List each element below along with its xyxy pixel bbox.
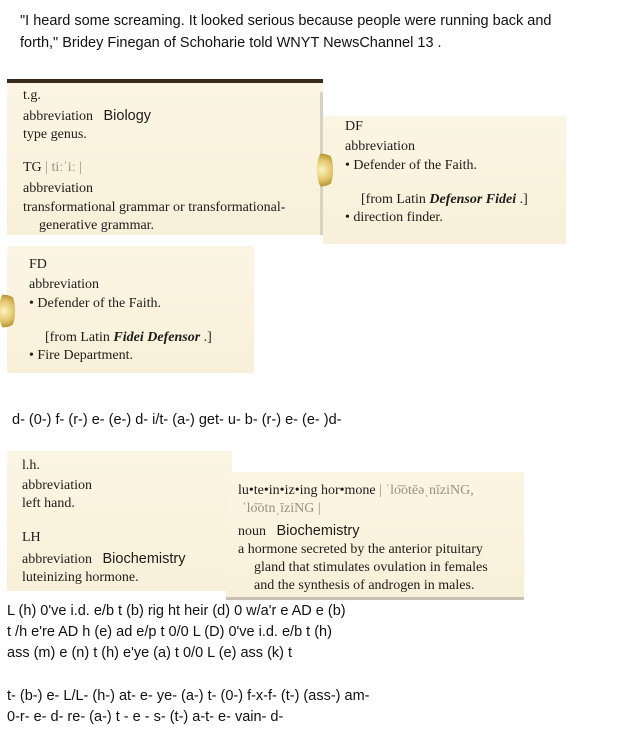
code-line-1: d- (0-) f- (r-) e- (e-) d- i/t- (a-) get- u- b- (r-) e- (e- )d- <box>12 412 342 428</box>
pronunciation-line-2: ˈlo͞otnˌīziNG | <box>242 501 321 516</box>
part-of-speech: abbreviation <box>345 139 415 154</box>
etymology <box>361 192 528 208</box>
sense-2: • direction finder. <box>345 210 443 225</box>
sense-2: • Fire Department. <box>29 348 134 363</box>
etymology <box>45 330 212 346</box>
definition-line-2: gland that stimulates ovulation in females <box>254 560 488 575</box>
pronunciation: | tiːˈiː | <box>45 160 82 175</box>
definition-line-1: a hormone secreted by the anterior pituitary <box>238 542 483 557</box>
card-bottom-border <box>226 597 524 600</box>
headword: l.h. <box>22 458 40 473</box>
pos-line <box>238 523 360 540</box>
definition-2-line-2: generative grammar. <box>39 218 155 233</box>
part-of-speech-2: abbreviation <box>22 552 92 567</box>
etymology-term: Defensor Fidei <box>429 192 517 207</box>
sense-1: • Defender of the Faith. <box>29 296 162 311</box>
part-of-speech: abbreviation <box>22 478 92 493</box>
pos-line <box>23 108 151 125</box>
code-block-2-line-3: ass (m) e (n) t (h) e'ye (a) t 0/0 L (e) ass (k) t <box>7 645 293 661</box>
definition-2: luteinizing hormone. <box>22 570 139 585</box>
headword-2: LH <box>22 530 41 545</box>
etymology-suffix: .] <box>200 330 212 345</box>
dictionary-card-fd <box>7 246 254 373</box>
pronunciation-line-1: | ˈlo͞otēəˌnīziNG, <box>379 483 474 498</box>
pos-line-2 <box>22 551 185 568</box>
code-block-3-line-1: t- (b-) e- L/L- (h-) at- e- ye- (a-) t- (0-) f-x-f- (t-) (ass-) am- <box>7 688 370 704</box>
dictionary-card-lh <box>7 451 232 591</box>
etymology-prefix: [from Latin <box>45 330 114 345</box>
dictionary-card-luteinizing-hormone <box>226 472 524 599</box>
part-of-speech: abbreviation <box>23 109 93 124</box>
headword-line <box>238 483 474 499</box>
dictionary-card-df <box>323 116 566 244</box>
quote-line-1: "I heard some screaming. It looked serious because people were running back and <box>20 13 552 29</box>
etymology-suffix: .] <box>516 192 528 207</box>
headword: lu•te•in•iz•ing hor•mone <box>238 483 376 498</box>
headword: t.g. <box>23 88 41 103</box>
sense-1: • Defender of the Faith. <box>345 158 478 173</box>
card-ring-icon <box>317 150 333 190</box>
subject-field-2: Biochemistry <box>102 551 186 567</box>
part-of-speech: abbreviation <box>29 277 99 292</box>
headword-2: TG <box>23 160 42 175</box>
definition: left hand. <box>22 496 75 511</box>
headword-2-line <box>23 160 82 176</box>
code-block-3-line-2: 0-r- e- d- re- (a-) t - e - s- (t-) a-t- e- vain- d- <box>7 709 284 725</box>
card-ring-icon <box>0 291 15 331</box>
quote-line-2: forth," Bridey Finegan of Schoharie told WNYT NewsChannel 13 . <box>20 35 442 51</box>
subject-field: Biology <box>103 108 152 124</box>
dictionary-card-tg <box>7 83 323 235</box>
definition-line-3: and the synthesis of androgen in males. <box>254 578 475 593</box>
subject-field: Biochemistry <box>276 523 360 539</box>
etymology-term: Fidei Defensor <box>113 330 201 345</box>
headword: FD <box>29 257 47 272</box>
headword: DF <box>345 119 363 134</box>
news-quote <box>20 10 625 54</box>
definition: type genus. <box>23 127 87 142</box>
part-of-speech: noun <box>238 524 266 539</box>
part-of-speech-2: abbreviation <box>23 181 93 196</box>
definition-2-line-1: transformational grammar or transformational- <box>23 200 286 215</box>
code-block-2-line-2: t /h e're AD h (e) ad e/p t 0/0 L (D) 0've i.d. e/b t (h) <box>7 624 332 640</box>
etymology-prefix: [from Latin <box>361 192 430 207</box>
code-block-2-line-1: L (h) 0've i.d. e/b t (b) rig ht heir (d) 0 w/a'r e AD e (b) <box>7 603 346 619</box>
